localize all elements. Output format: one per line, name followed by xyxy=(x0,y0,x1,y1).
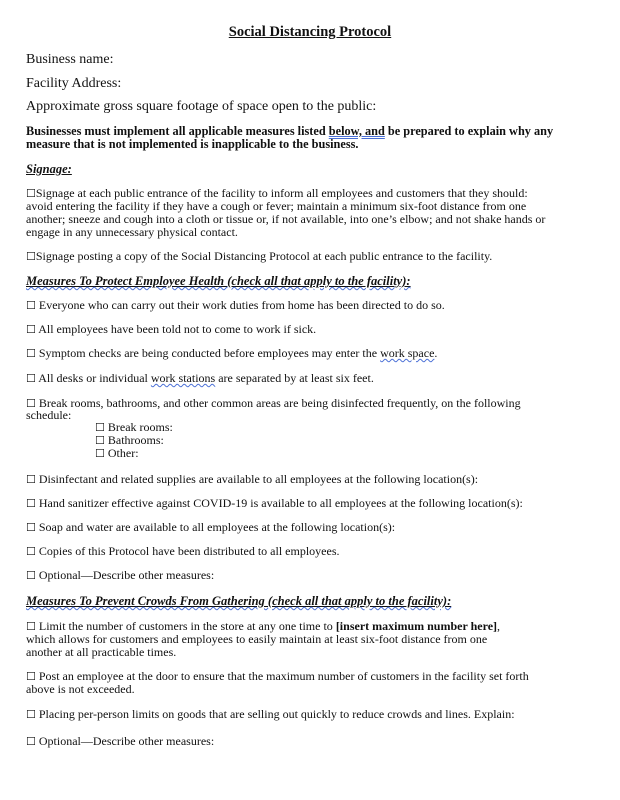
crowds-item-3[interactable] xyxy=(26,708,515,721)
employee-item-3-period: . xyxy=(434,346,438,360)
square-footage-label: Approximate gross square footage of space open to the public: xyxy=(26,99,377,114)
checkbox-icon[interactable]: ☐ xyxy=(26,397,36,410)
checkbox-icon[interactable]: ☐ xyxy=(26,620,36,633)
intro-text-a: Businesses must implement all applicable measures listed xyxy=(26,124,329,138)
work-stations-text: work stations xyxy=(150,371,216,385)
checkbox-icon[interactable]: ☐ xyxy=(26,473,36,486)
sub-item-label: Other: xyxy=(107,446,139,460)
signage-item-2-label: Signage posting a copy of the Social Distancing Protocol at each public entrance to the facility. xyxy=(35,249,493,263)
employee-item-7-label: Hand sanitizer effective against COVID-19 is available to all employees at the following location(s): xyxy=(38,496,523,510)
crowds-heading xyxy=(26,594,451,609)
employee-item-7[interactable] xyxy=(26,497,523,510)
employee-item-5[interactable] xyxy=(26,397,521,410)
sub-item-label: Break rooms: xyxy=(107,420,173,434)
max-number-placeholder: [insert maximum number here] xyxy=(335,619,498,633)
checkbox-icon[interactable]: ☐ xyxy=(95,434,105,447)
employee-item-3-label: Symptom checks are being conducted before employees may enter the xyxy=(38,346,381,360)
document-title: Social Distancing Protocol xyxy=(228,24,392,40)
employee-item-8-label: Soap and water are available to all employees at the following location(s): xyxy=(38,520,396,534)
employee-item-10[interactable] xyxy=(26,569,214,582)
intro-text-b: be prepared to explain why any xyxy=(384,124,554,138)
crowds-item-4-label: Optional—Describe other measures: xyxy=(38,734,215,748)
intro-text-linked: below, and xyxy=(328,124,385,138)
sub-item-other[interactable] xyxy=(95,447,139,460)
checkbox-icon[interactable]: ☐ xyxy=(26,708,36,721)
crowds-item-1-line-3: another at all practicable times. xyxy=(26,645,177,659)
checkbox-icon[interactable]: ☐ xyxy=(95,421,105,434)
crowds-item-2-label: Post an employee at the door to ensure that the maximum number of customers in the facility set forth xyxy=(38,669,529,683)
checkbox-icon[interactable]: ☐ xyxy=(26,323,36,336)
employee-item-9[interactable] xyxy=(26,545,339,558)
signage-item-1-line-3: another; sneeze and cough into a cloth or tissue or, if not available, into one’s elbow; and not shake hands or xyxy=(26,212,546,226)
crowds-item-4[interactable] xyxy=(26,735,214,748)
checkbox-icon[interactable]: ☐ xyxy=(26,250,36,263)
employee-item-6-label: Disinfectant and related supplies are available to all employees at the following location(s): xyxy=(38,472,479,486)
employee-item-8[interactable] xyxy=(26,521,395,534)
employee-item-2-label: All employees have been told not to come to work if sick. xyxy=(38,322,317,336)
checkbox-icon[interactable]: ☐ xyxy=(26,497,36,510)
checkbox-icon[interactable]: ☐ xyxy=(26,670,36,683)
crowds-item-1-line-2: which allows for customers and employees to easily maintain at least six-foot distance from one xyxy=(26,632,488,646)
sub-item-label: Bathrooms: xyxy=(107,433,164,447)
crowds-heading-text: Measures To Prevent Crowds From Gathering (check all that apply to the facility): xyxy=(26,594,452,608)
employee-health-heading-text: Measures To Protect Employee Health (check all that apply to the facility): xyxy=(26,274,411,288)
signage-heading: Signage: xyxy=(26,162,72,176)
intro-line-2: measure that is not implemented is inapplicable to the business. xyxy=(26,137,359,151)
checkbox-icon[interactable]: ☐ xyxy=(26,735,36,748)
checkbox-icon[interactable]: ☐ xyxy=(26,372,36,385)
checkbox-icon[interactable]: ☐ xyxy=(95,447,105,460)
checkbox-icon[interactable]: ☐ xyxy=(26,521,36,534)
crowds-item-1-label: Limit the number of customers in the store at any one time to xyxy=(38,619,336,633)
employee-item-9-label: Copies of this Protocol have been distributed to all employees. xyxy=(38,544,340,558)
checkbox-icon[interactable]: ☐ xyxy=(26,569,36,582)
checkbox-icon[interactable]: ☐ xyxy=(26,187,36,200)
checkbox-icon[interactable]: ☐ xyxy=(26,545,36,558)
employee-item-2[interactable] xyxy=(26,323,316,336)
employee-health-heading xyxy=(26,274,411,289)
crowds-item-2-line-2: above is not exceeded. xyxy=(26,682,135,696)
employee-item-5-label: Break rooms, bathrooms, and other common areas are being disinfected frequently, on the following xyxy=(38,396,521,410)
crowds-item-3-label: Placing per-person limits on goods that are selling out quickly to reduce crowds and lines. Explain: xyxy=(38,707,515,721)
signage-item-2[interactable] xyxy=(26,250,492,263)
employee-item-4[interactable] xyxy=(26,372,374,385)
employee-item-4-label: All desks or individual xyxy=(38,371,151,385)
crowds-item-1-comma: , xyxy=(497,619,501,633)
employee-item-1-label: Everyone who can carry out their work duties from home has been directed to do so. xyxy=(38,298,445,312)
checkbox-icon[interactable]: ☐ xyxy=(26,299,36,312)
checkbox-icon[interactable]: ☐ xyxy=(26,347,36,360)
employee-item-4-rest: are separated by at least six feet. xyxy=(215,371,374,385)
employee-item-5-line-2: schedule: xyxy=(26,408,72,422)
work-space-text: work space xyxy=(380,346,435,360)
facility-address-label: Facility Address: xyxy=(26,76,122,91)
signage-item-1-line: Signage at each public entrance of the facility to inform all employees and customers that they should: xyxy=(35,186,528,200)
employee-item-10-label: Optional—Describe other measures: xyxy=(38,568,215,582)
employee-item-1[interactable] xyxy=(26,299,445,312)
signage-item-1-line-4: engage in any unnecessary physical contact. xyxy=(26,225,238,239)
business-name-label: Business name: xyxy=(26,52,114,67)
employee-item-6[interactable] xyxy=(26,473,478,486)
employee-item-3[interactable] xyxy=(26,347,437,360)
signage-item-1-line-2: avoid entering the facility if they have a cough or fever; maintain a minimum six-foot distance from one xyxy=(26,199,527,213)
